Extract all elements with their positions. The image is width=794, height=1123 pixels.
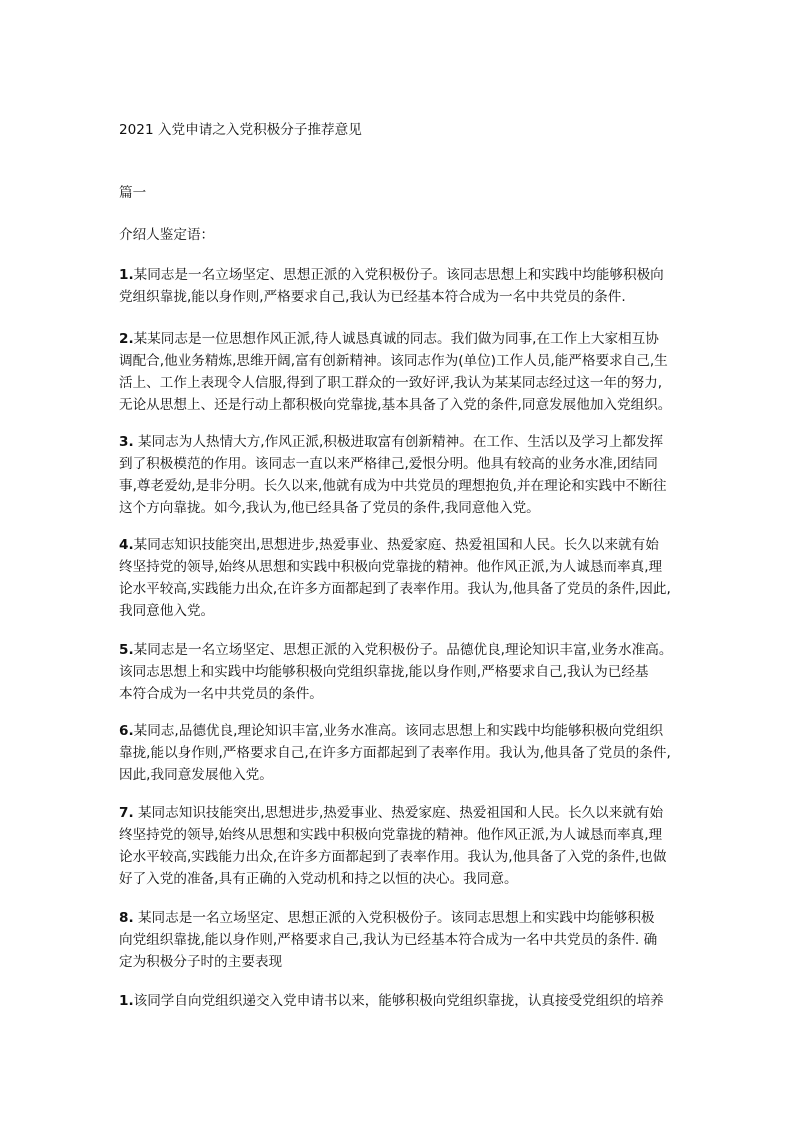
paragraph-line: 该同志思想上和实践中均能够积极向党组织靠拢,能以身作则,严格要求自己,我认为已经基 (119, 664, 649, 680)
paragraph-number: 4. (119, 537, 134, 553)
paragraph-line (119, 907, 679, 929)
paragraph-line (119, 328, 679, 350)
paragraph-line: 靠拢,能以身作则,严格要求自己,在许多方面都起到了表率作用。我认为,他具备了党员的条件, (119, 745, 671, 761)
paragraph-line: 因此,我同意发展他入党。 (119, 767, 273, 783)
paragraph-7 (119, 802, 679, 890)
paragraph-text: 某同志,品德优良,理论知识丰富,业务水准高。该同志思想上和实践中均能够积极向党组织 (133, 723, 664, 739)
paragraph-text: 某同志是一名立场坚定、思想正派的入党积极份子。该同志思想上和实践中均能够积极 (133, 910, 655, 926)
paragraph-text: 某同志是一名立场坚定、思想正派的入党积极份子。品德优良,理论知识丰富,业务水准高。 (133, 642, 673, 658)
paragraph-5 (119, 639, 679, 705)
section-heading (119, 182, 679, 204)
paragraph-number: 1. (119, 993, 134, 1009)
paragraph-line (119, 720, 679, 742)
paragraph-4 (119, 534, 679, 622)
paragraph-number: 8. (119, 910, 134, 926)
paragraph-8 (119, 907, 679, 973)
paragraph-number: 5. (119, 642, 134, 658)
paragraph-line: 到了积极模范的作用。该同志一直以来严格律己,爱恨分明。他具有较高的业务水准,团结同 (119, 456, 658, 472)
paragraph-line: 定为积极分子时的主要表现 (119, 954, 283, 970)
paragraph-text: 某同志是一名立场坚定、思想正派的入党积极份子。该同志思想上和实践中均能够积极向 (133, 267, 664, 283)
paragraph-number: 6. (119, 723, 134, 739)
paragraph-line (119, 264, 679, 286)
paragraph-text: 某同志知识技能突出,思想进步,热爱事业、热爱家庭、热爱祖国和人民。长久以来就有始 (133, 537, 659, 553)
paragraph-line: 调配合,他业务精炼,思维开阔,富有创新精神。该同志作为(单位)工作人员,能严格要求自己,生 (119, 353, 668, 369)
paragraph-line: 向党组织靠拢,能以身作则,严格要求自己,我认为已经基本符合成为一名中共党员的条件. 确 (119, 932, 658, 948)
title-text: 2021 入党申请之入党积极分子推荐意见 (119, 122, 362, 138)
paragraph-line: 无论从思想上、还是行动上都积极向党靠拢,基本具备了入党的条件,同意发展他加入党组织。 (119, 397, 672, 413)
paragraph-line: 事,尊老爱幼,是非分明。长久以来,他就有成为中共党员的理想抱负,并在理论和实践中不断往 (119, 478, 667, 494)
paragraph-line: 好了入党的准备,具有正确的入党动机和持之以恒的决心。我同意。 (119, 871, 518, 887)
paragraph-line: 活上、工作上表现令人信服,得到了职工群众的一致好评,我认为某某同志经过这一年的努力, (119, 375, 663, 391)
paragraph-line: 我同意他入党。 (119, 603, 215, 619)
paragraph-number: 2. (119, 331, 134, 347)
paragraph-6 (119, 720, 679, 786)
paragraph-1 (119, 264, 679, 308)
paragraph-text: 某同志为人热情大方,作风正派,积极进取富有创新精神。在工作、生活以及学习上都发挥 (133, 434, 664, 450)
section-heading-text: 篇一 (119, 185, 147, 201)
paragraph-line: 本符合成为一名中共党员的条件。 (119, 686, 323, 702)
paragraph-line: 论水平较高,实践能力出众,在许多方面都起到了表率作用。我认为,他具备了党员的条件,因此, (119, 581, 671, 597)
document-title (119, 119, 679, 141)
paragraph-line (119, 534, 679, 556)
paragraph-text: 该同学自向党组织递交入党申请书以来，能够积极向党组织靠拢，认真接受党组织的培养 (133, 993, 664, 1009)
paragraph-line: 党组织靠拢,能以身作则,严格要求自己,我认为已经基本符合成为一名中共党员的条件. (119, 289, 626, 305)
paragraph-line (119, 431, 679, 453)
paragraph-line: 这个方向靠拢。如今,我认为,他已经具备了党员的条件,我同意他入党。 (119, 500, 540, 516)
paragraph-line: 终坚持党的领导,始终从思想和实践中积极向党靠拢的精神。他作风正派,为人诚恳而率真,理 (119, 827, 663, 843)
paragraph-line (119, 639, 679, 661)
paragraph-3 (119, 431, 679, 519)
paragraph-line: 论水平较高,实践能力出众,在许多方面都起到了表率作用。我认为,他具备了入党的条件,也做 (119, 849, 667, 865)
paragraph-line (119, 802, 679, 824)
paragraph-line (119, 990, 679, 1012)
paragraph-number: 1. (119, 267, 134, 283)
paragraph-text: 某同志知识技能突出,思想进步,热爱事业、热爱家庭、热爱祖国和人民。长久以来就有始 (133, 805, 664, 821)
paragraph-line: 终坚持党的领导,始终从思想和实践中积极向党靠拢的精神。他作风正派,为人诚恳而率真,理 (119, 559, 663, 575)
intro-label (119, 224, 679, 246)
paragraph-2 (119, 328, 679, 416)
paragraph-9 (119, 990, 679, 1012)
paragraph-number: 3. (119, 434, 134, 450)
intro-label-text: 介绍人鉴定语： (119, 227, 215, 243)
paragraph-number: 7. (119, 805, 134, 821)
paragraph-text: 某某同志是一位思想作风正派,待人诚恳真诚的同志。我们做为同事,在工作上大家相互协 (133, 331, 659, 347)
